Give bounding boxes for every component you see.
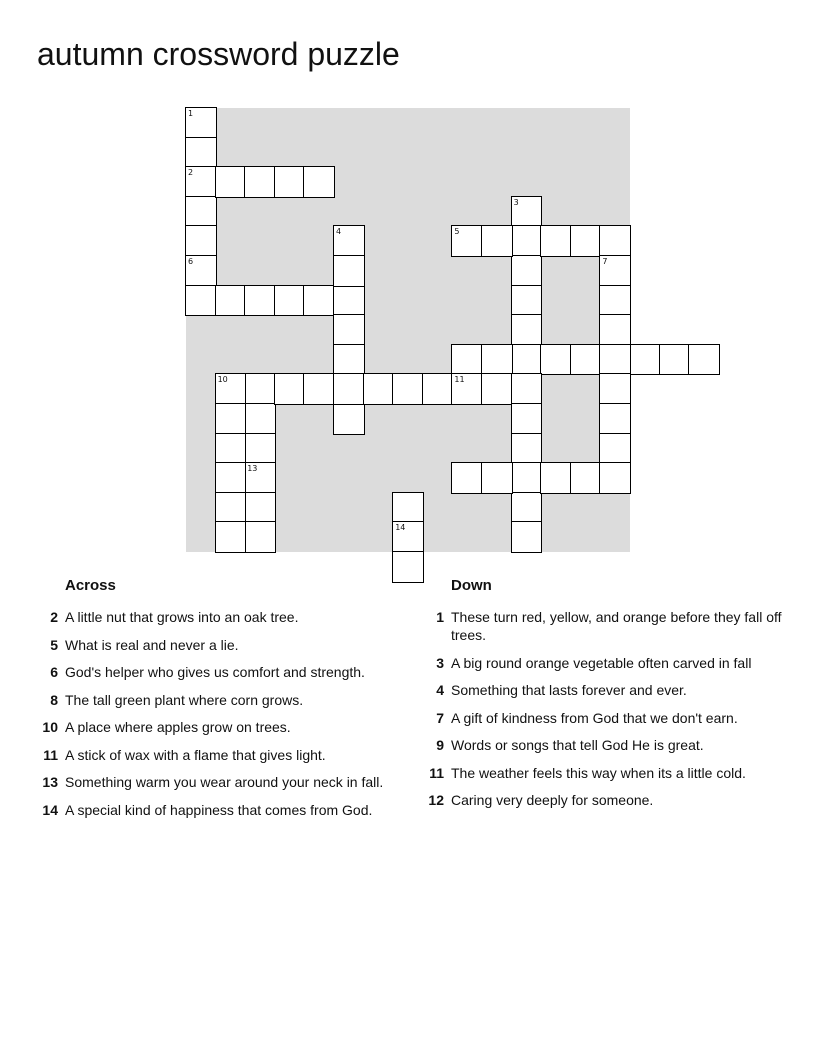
- crossword-cell[interactable]: [245, 522, 275, 552]
- crossword-cell[interactable]: [600, 345, 630, 375]
- clue-number-label: 13: [247, 464, 258, 474]
- crossword-cell[interactable]: [452, 345, 482, 375]
- clue-number: 4: [436, 682, 444, 698]
- clue-text: Caring very deeply for someone.: [451, 792, 654, 808]
- crossword-cell[interactable]: [482, 374, 512, 404]
- clue-number: 10: [42, 719, 58, 735]
- crossword-cell[interactable]: [186, 197, 216, 227]
- crossword-cell[interactable]: [334, 345, 364, 375]
- crossword-cell[interactable]: [630, 345, 660, 375]
- clue-text: A gift of kindness from God that we don't earn.: [451, 709, 738, 726]
- clue-number-label: 7: [602, 257, 608, 266]
- crossword-grid: [186, 108, 630, 552]
- down-clue: [416, 608, 786, 644]
- clue-number-label: 1: [188, 109, 194, 118]
- clue-text: A special kind of happiness that comes from God.: [65, 801, 373, 818]
- crossword-cell[interactable]: [216, 493, 246, 523]
- crossword-cell[interactable]: [452, 374, 482, 404]
- crossword-cell[interactable]: [689, 345, 719, 375]
- clue-number-label: 11: [454, 375, 465, 385]
- crossword-cell[interactable]: [186, 226, 216, 256]
- across-clue: [30, 718, 390, 736]
- clue-text: Words or songs that tell God He is great.: [451, 737, 704, 753]
- crossword-cell[interactable]: [512, 493, 542, 523]
- crossword-cell[interactable]: [245, 434, 275, 464]
- clue-text: God's helper who gives us comfort and strength.: [65, 664, 365, 680]
- clue-text: These turn red, yellow, and orange before they fall off trees.: [451, 609, 782, 643]
- clue-text: Something warm you wear around your neck in fall.: [65, 774, 384, 790]
- down-clue: [416, 681, 786, 699]
- crossword-cell[interactable]: [245, 463, 275, 493]
- clue-number-label: 10: [217, 375, 228, 385]
- crossword-cell[interactable]: [186, 108, 216, 138]
- crossword-cell[interactable]: [512, 404, 542, 434]
- crossword-cell[interactable]: [541, 345, 571, 375]
- clue-number: 11: [429, 764, 444, 781]
- crossword-cell[interactable]: [600, 226, 630, 256]
- down-clue-list: [416, 608, 786, 809]
- down-clue: [416, 791, 786, 809]
- crossword-cell[interactable]: [512, 197, 542, 227]
- clue-number-label: 3: [513, 197, 519, 207]
- crossword-cell[interactable]: [216, 522, 246, 552]
- crossword-cell[interactable]: [452, 463, 482, 493]
- down-clues: [416, 576, 786, 819]
- crossword-cell[interactable]: [512, 374, 542, 404]
- across-clue: [30, 691, 390, 709]
- clue-text: A place where apples grow on trees.: [65, 719, 291, 735]
- crossword-cell[interactable]: [245, 493, 275, 523]
- crossword-cell[interactable]: [275, 374, 305, 404]
- down-clue: [416, 654, 786, 672]
- clue-number: 3: [436, 654, 444, 671]
- crossword-cell[interactable]: [245, 167, 275, 197]
- clue-number: 7: [436, 709, 444, 726]
- crossword-cell[interactable]: [512, 345, 542, 375]
- crossword-cell[interactable]: [512, 434, 542, 464]
- crossword-cell[interactable]: [393, 522, 423, 552]
- clue-number: 14: [42, 801, 58, 818]
- crossword-cell[interactable]: [541, 463, 571, 493]
- crossword-cell[interactable]: [186, 138, 216, 168]
- across-clue: [30, 773, 390, 791]
- clue-number: 1: [436, 609, 444, 625]
- crossword-cell[interactable]: [186, 167, 216, 197]
- crossword-cell[interactable]: [571, 345, 601, 375]
- crossword-cell[interactable]: [482, 345, 512, 375]
- crossword-cell[interactable]: [334, 374, 364, 404]
- across-clue: [30, 663, 390, 681]
- crossword-cell[interactable]: [304, 167, 334, 197]
- crossword-cell[interactable]: [512, 226, 542, 256]
- across-clue: [30, 801, 390, 819]
- clue-text: A little nut that grows into an oak tree.: [65, 609, 299, 625]
- crossword-cell[interactable]: [541, 226, 571, 256]
- crossword-cell[interactable]: [512, 286, 542, 316]
- crossword-cell[interactable]: [304, 374, 334, 404]
- across-clue-list: [30, 608, 390, 819]
- clue-number: 13: [42, 774, 58, 790]
- down-clue: [416, 764, 786, 782]
- crossword-cell[interactable]: [334, 404, 364, 434]
- clue-number-label: 6: [188, 257, 194, 266]
- clue-text: What is real and never a lie.: [65, 636, 239, 653]
- clue-text: Something that lasts forever and ever.: [451, 682, 687, 698]
- clue-text: The weather feels this way when its a little cold.: [451, 764, 746, 781]
- across-heading: Across: [65, 577, 116, 594]
- crossword-cell[interactable]: [600, 463, 630, 493]
- crossword-cell[interactable]: [216, 434, 246, 464]
- crossword-cell[interactable]: [304, 286, 334, 316]
- crossword-cell[interactable]: [512, 522, 542, 552]
- crossword-cell[interactable]: [512, 463, 542, 493]
- crossword-cell[interactable]: [512, 256, 542, 286]
- crossword-cell[interactable]: [571, 226, 601, 256]
- crossword-cell[interactable]: [393, 493, 423, 523]
- clue-number-label: 4: [336, 227, 342, 237]
- crossword-cell[interactable]: [245, 374, 275, 404]
- across-clue: [30, 636, 390, 654]
- crossword-cell[interactable]: [600, 374, 630, 404]
- clue-number: 2: [50, 609, 58, 625]
- crossword-cell[interactable]: [512, 315, 542, 345]
- crossword-cell[interactable]: [186, 286, 216, 316]
- down-heading: Down: [451, 577, 492, 594]
- clue-text: The tall green plant where corn grows.: [65, 691, 304, 708]
- crossword-cell[interactable]: [482, 226, 512, 256]
- crossword-cell[interactable]: [393, 374, 423, 404]
- clue-number: 12: [428, 792, 444, 808]
- down-clue: [416, 709, 786, 727]
- clue-number-label: 2: [188, 168, 194, 178]
- crossword-cell[interactable]: [600, 256, 630, 286]
- across-clue: [30, 746, 390, 764]
- crossword-cell[interactable]: [275, 286, 305, 316]
- crossword-cell[interactable]: [660, 345, 690, 375]
- crossword-cell[interactable]: [571, 463, 601, 493]
- clue-number: 8: [50, 691, 58, 708]
- crossword-cell[interactable]: [423, 374, 453, 404]
- clue-number: 11: [43, 746, 58, 763]
- clue-number: 6: [50, 664, 58, 680]
- page-title: autumn crossword puzzle: [37, 36, 400, 72]
- crossword-cell[interactable]: [334, 315, 364, 345]
- crossword-cell[interactable]: [334, 226, 364, 256]
- clue-number-label: 14: [395, 523, 406, 533]
- crossword-cell[interactable]: [275, 167, 305, 197]
- crossword-cell[interactable]: [600, 434, 630, 464]
- crossword-cell[interactable]: [216, 167, 246, 197]
- crossword-cell[interactable]: [334, 256, 364, 286]
- crossword-cell[interactable]: [216, 463, 246, 493]
- clue-text: A stick of wax with a flame that gives light.: [65, 746, 326, 763]
- across-clue: [30, 608, 390, 626]
- crossword-cell[interactable]: [216, 286, 246, 316]
- crossword-cell[interactable]: [216, 404, 246, 434]
- crossword-cell[interactable]: [600, 315, 630, 345]
- across-clues: [30, 576, 390, 828]
- crossword-cell[interactable]: [600, 404, 630, 434]
- crossword-cell[interactable]: [452, 226, 482, 256]
- down-clue: [416, 736, 786, 754]
- clue-number-label: 5: [454, 227, 460, 237]
- crossword-cell[interactable]: [216, 374, 246, 404]
- crossword-cell[interactable]: [186, 256, 216, 286]
- crossword-cell[interactable]: [334, 286, 364, 316]
- crossword-cell[interactable]: [245, 404, 275, 434]
- clue-number: 5: [50, 636, 58, 653]
- clue-text: A big round orange vegetable often carved in fall: [451, 654, 752, 671]
- crossword-cell[interactable]: [482, 463, 512, 493]
- crossword-cell[interactable]: [600, 286, 630, 316]
- crossword-cell[interactable]: [364, 374, 394, 404]
- crossword-cell[interactable]: [245, 286, 275, 316]
- clue-number: 9: [436, 737, 444, 753]
